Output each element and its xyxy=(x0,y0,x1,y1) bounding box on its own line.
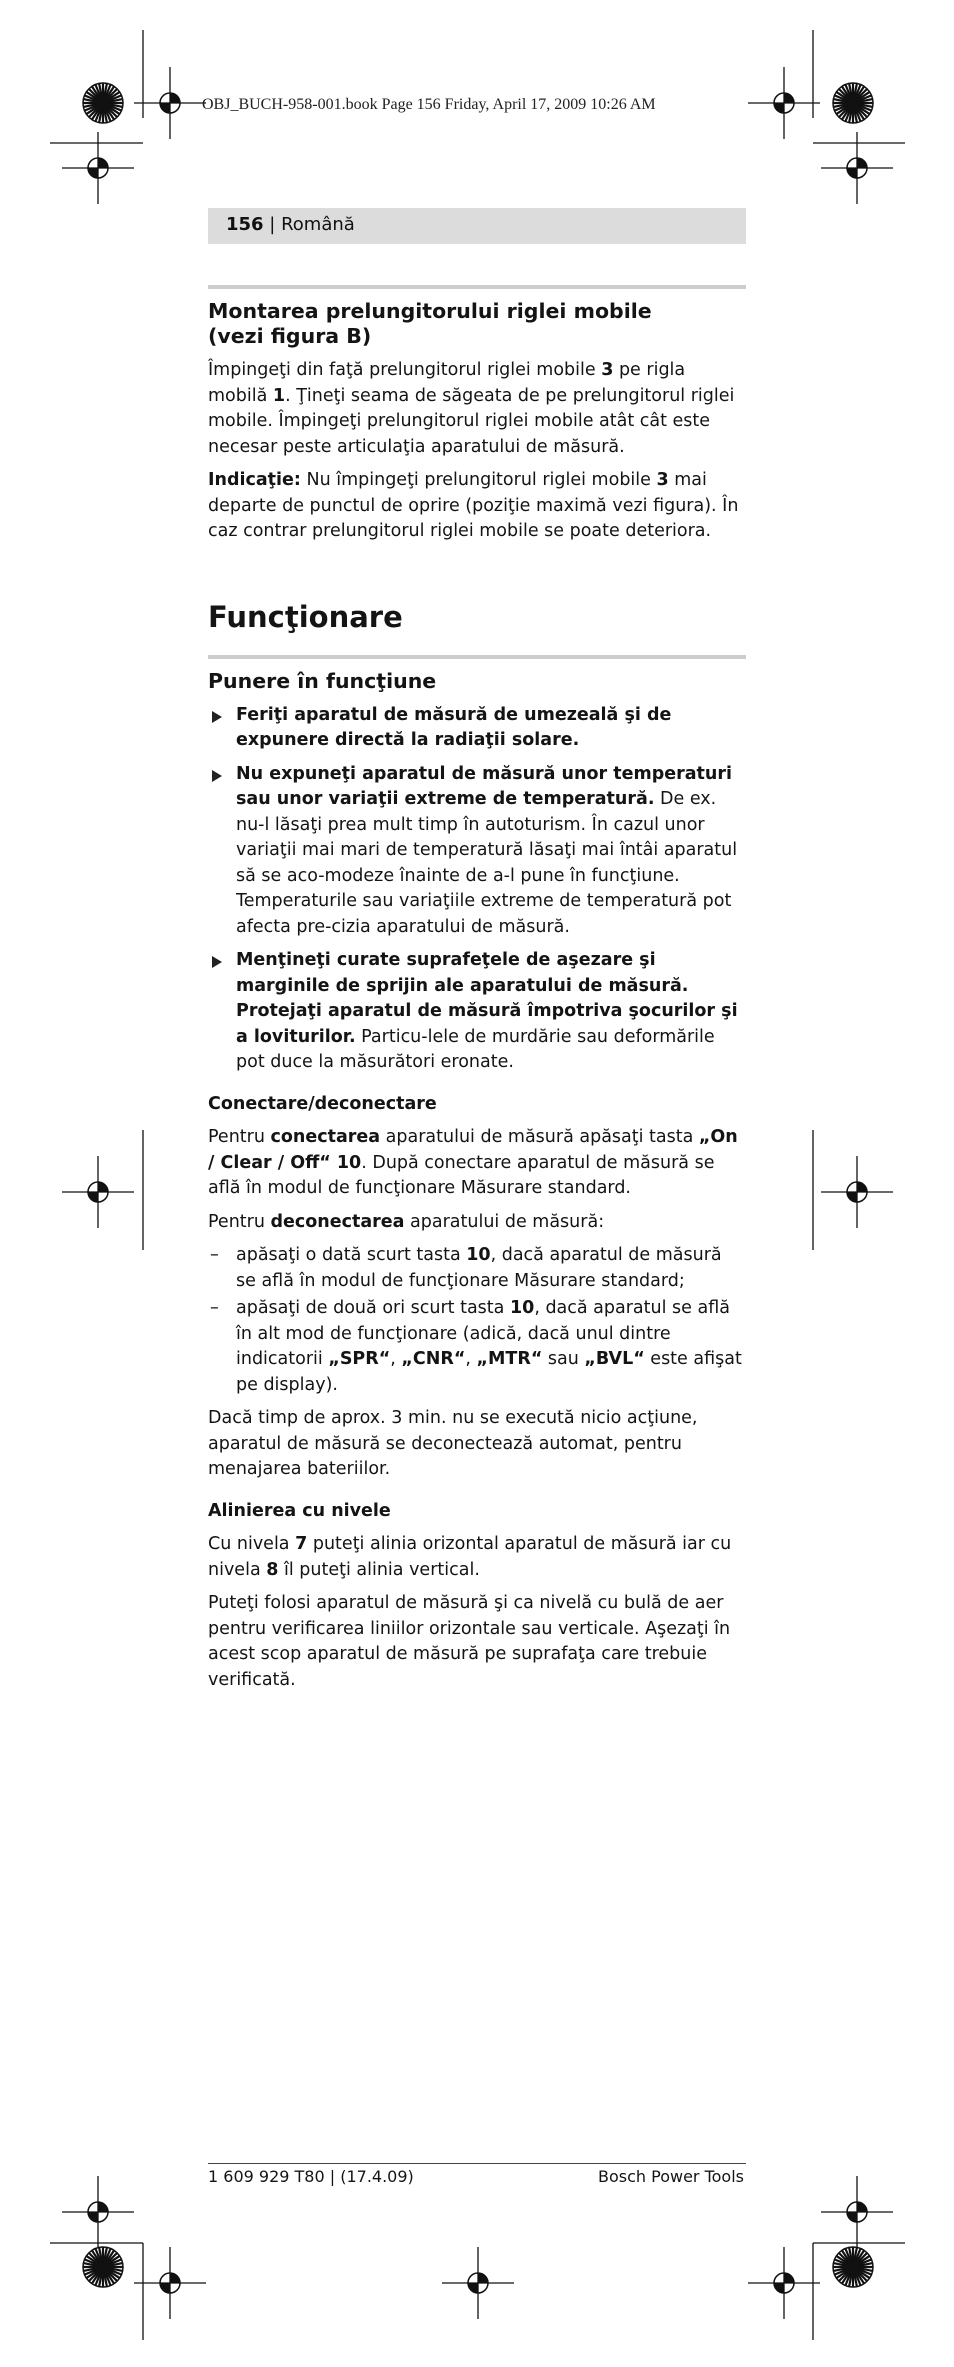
text: Pentru xyxy=(208,1211,271,1232)
ref-number: 10 xyxy=(466,1245,491,1265)
text: , dacă aparatul de măsură se află în modul de funcţionare Măsurare standard; xyxy=(236,1245,722,1291)
text: Nu expuneţi aparatul de măsură unor temperaturi sau unor variaţii extreme de temperatură. xyxy=(236,763,732,809)
text: . Ţineţi seama de săgeata de pe prelungitorul riglei mobile. Împingeţi prelungitorul riglei mobile atât cât este necesar peste articulaţia aparatului de măsură. xyxy=(208,385,735,457)
paragraph xyxy=(208,1532,746,1583)
text: Feriţi aparatul de măsură de umezeală şi de expunere directă la radiaţii solare. xyxy=(236,704,672,750)
text: deconectarea xyxy=(270,1211,405,1232)
text: apăsaţi de două ori scurt tasta xyxy=(236,1298,510,1318)
page-number: 156 xyxy=(226,214,264,235)
text: . După conectare aparatul de măsură se află în modul de funcţionare Măsurare standard. xyxy=(208,1152,715,1198)
text: , dacă aparatul se află în alt mod de funcţionare (adică, dacă unul dintre indicatorii xyxy=(236,1298,730,1369)
ref-number: 3 xyxy=(656,470,669,490)
footer-rule xyxy=(208,2163,746,2164)
indicator-label: „SPR“ xyxy=(328,1349,391,1369)
paragraph: Puteţi folosi aparatul de măsură şi ca nivelă cu bulă de aer pentru verificarea liniilor orizontale sau verticale. Aşezaţi în acest scop aparatul de măsură pe suprafaţa care trebuie verificată. xyxy=(208,1593,731,1690)
key-label: „On / Clear / Off“ 10 xyxy=(208,1127,738,1173)
list-item xyxy=(208,762,746,941)
list-item xyxy=(208,1296,746,1398)
text: , xyxy=(465,1349,477,1369)
text: Pentru xyxy=(208,1127,271,1147)
indicator-label: „CNR“ xyxy=(401,1349,466,1369)
ref-number: 10 xyxy=(509,1298,535,1318)
text: pe rigla mobilă xyxy=(208,360,686,406)
ref-number: 7 xyxy=(295,1534,308,1554)
section-title-startup: Punere în funcţiune xyxy=(208,668,437,693)
page-content xyxy=(208,285,746,1701)
subsection-title-levels: Alinierea cu nivele xyxy=(208,1500,391,1521)
section-rule xyxy=(208,285,746,289)
paragraph: Dacă timp de aprox. 3 min. nu se execută nicio acţiune, aparatul de măsură se deconectează automat, pentru menajarea bateriilor. xyxy=(208,1408,698,1479)
safety-list xyxy=(208,703,746,1076)
note-label: Indicaţie: xyxy=(208,470,301,490)
text: Particu-lele de murdărie sau deformările pot duce la măsurători eronate. xyxy=(236,1026,715,1072)
footer-doc-number: 1 609 929 T80 | (17.4.09) xyxy=(208,2167,414,2186)
text: îl puteţi alinia vertical. xyxy=(278,1559,480,1580)
dash-list xyxy=(208,1243,746,1398)
page-language: Română xyxy=(281,214,355,235)
section-title-line1: Montarea prelungitorului riglei mobile xyxy=(208,299,652,323)
footer-brand: Bosch Power Tools xyxy=(598,2167,744,2186)
indicator-label: „BVL“ xyxy=(584,1349,645,1369)
text: De ex. nu-l lăsaţi prea mult timp în autoturism. În cazul unor variaţii mai mari de temperatură lăsaţi mai întâi aparatul să se aco-modeze înainte de a-l pune în funcţiune. Temperaturile sau variaţiile extreme de temperatură pot afecta pre-cizia aparatului de măsură. xyxy=(236,789,738,937)
text: puteţi alinia orizontal aparatul de măsură iar cu nivela xyxy=(208,1534,732,1580)
text: Împingeţi din faţă prelungitorul riglei mobile xyxy=(208,360,602,380)
text: este afişat pe display). xyxy=(236,1349,742,1395)
ref-number: 3 xyxy=(601,360,614,380)
paragraph xyxy=(208,1210,746,1236)
section-title-extension xyxy=(208,299,746,349)
list-item xyxy=(208,948,746,1076)
text: Cu nivela xyxy=(208,1534,296,1554)
text: Nu împingeţi prelungitorul riglei mobile xyxy=(300,470,657,490)
section-rule xyxy=(208,655,746,659)
list-item xyxy=(208,1243,746,1294)
indicator-label: „MTR“ xyxy=(476,1349,543,1369)
paragraph xyxy=(208,1125,746,1202)
ref-number: 1 xyxy=(272,385,286,406)
paragraph xyxy=(208,358,746,460)
page-separator: | xyxy=(263,214,282,235)
ref-number: 8 xyxy=(266,1559,279,1580)
page-header-text xyxy=(226,214,355,235)
text: aparatului de măsură: xyxy=(404,1211,605,1232)
main-section-title: Funcţionare xyxy=(208,599,403,634)
text: sau xyxy=(542,1349,585,1369)
subsection-title-onoff: Conectare/deconectare xyxy=(208,1093,437,1114)
text: mai departe de punctul de oprire (poziţie maximă vezi figura). În caz contrar prelungitorul riglei mobile se poate deteriora. xyxy=(208,470,739,541)
section-title-line2: (vezi figura B) xyxy=(208,324,372,348)
text: conectarea xyxy=(270,1127,381,1147)
text: aparatului de măsură apăsaţi tasta xyxy=(380,1127,699,1147)
text: apăsaţi o dată scurt tasta xyxy=(236,1245,467,1265)
note-paragraph xyxy=(208,468,746,545)
print-header: OBJ_BUCH-958-001.book Page 156 Friday, April 17, 2009 10:26 AM xyxy=(202,96,656,113)
text: , xyxy=(390,1349,402,1369)
text: Menţineţi curate suprafeţele de aşezare şi marginile de sprijin ale aparatului de măsură. Protejaţi aparatul de măsură împotriva şocurilor şi a loviturilor. xyxy=(236,950,738,1047)
list-item xyxy=(208,703,746,754)
